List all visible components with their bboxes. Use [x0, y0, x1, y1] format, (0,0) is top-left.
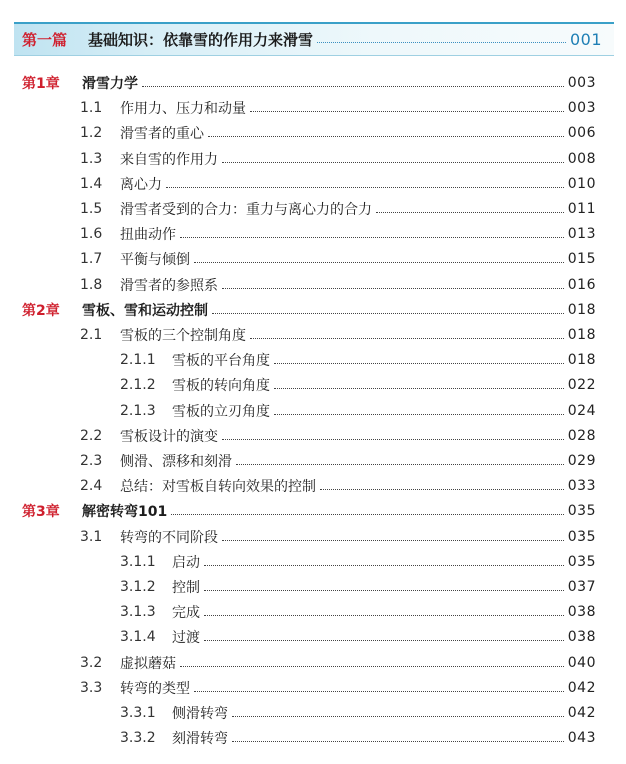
dot-leader: [204, 565, 564, 566]
entry-title: 虚拟蘑菇: [120, 656, 176, 672]
toc-entry-section[interactable]: [22, 248, 596, 270]
entry-title: 作用力、压力和动量: [120, 101, 246, 117]
entry-title: 雪板的三个控制角度: [120, 328, 246, 344]
entry-title: 离心力: [120, 177, 162, 193]
entry-title: 雪板的立刃角度: [172, 404, 270, 420]
entry-title: 控制: [172, 580, 200, 596]
entry-number: 2.2: [80, 428, 103, 444]
entry-title: 平衡与倾倒: [120, 252, 190, 268]
entry-number: 1.1: [80, 100, 103, 116]
dot-leader: [204, 590, 564, 591]
dot-leader: [204, 640, 564, 641]
dot-leader: [204, 615, 564, 616]
toc-entry-section[interactable]: [22, 97, 596, 119]
page-number: 018: [567, 302, 596, 318]
dot-leader: [274, 363, 564, 364]
entry-title: 侧滑、漂移和刻滑: [120, 454, 232, 470]
toc-entry-subsection[interactable]: [22, 551, 596, 573]
page-number: 015: [567, 251, 596, 267]
entry-title: 雪板设计的演变: [120, 429, 218, 445]
part-heading[interactable]: [22, 27, 602, 51]
dot-leader: [250, 111, 564, 112]
entry-number: 3.3.1: [120, 705, 156, 721]
dot-leader: [142, 86, 564, 87]
toc-entry-subsection[interactable]: [22, 601, 596, 623]
entry-number: 3.1.1: [120, 554, 156, 570]
dot-leader: [236, 464, 564, 465]
dot-leader: [180, 237, 564, 238]
page-number: 029: [567, 453, 596, 469]
page-number: 003: [567, 100, 596, 116]
page-number: 035: [567, 503, 596, 519]
chapter-label: 第2章: [22, 303, 60, 319]
page-number: 035: [567, 529, 596, 545]
dot-leader: [274, 414, 564, 415]
toc-entry-chapter[interactable]: [22, 500, 596, 522]
toc-entry-chapter[interactable]: [22, 299, 596, 321]
entry-number: 2.4: [80, 478, 103, 494]
entry-title: 启动: [172, 555, 200, 571]
dot-leader: [208, 136, 564, 137]
entry-number: 3.1: [80, 529, 103, 545]
chapter-title: 解密转弯101: [82, 504, 168, 520]
page-number: 024: [567, 403, 596, 419]
page-number: 008: [567, 151, 596, 167]
toc-entry-section[interactable]: [22, 148, 596, 170]
toc-entry-subsection[interactable]: [22, 374, 596, 396]
chapter-title: 雪板、雪和运动控制: [82, 303, 208, 319]
toc-entry-section[interactable]: [22, 677, 596, 699]
entry-title: 过渡: [172, 630, 200, 646]
toc-entry-subsection[interactable]: [22, 349, 596, 371]
entry-title: 滑雪者的参照系: [120, 278, 218, 294]
toc-entry-section[interactable]: [22, 324, 596, 346]
dot-leader: [232, 741, 564, 742]
toc-entry-section[interactable]: [22, 122, 596, 144]
entry-title: 转弯的类型: [120, 681, 190, 697]
entry-number: 2.1.2: [120, 377, 156, 393]
entry-number: 2.1.1: [120, 352, 156, 368]
chapter-label: 第1章: [22, 76, 60, 92]
page-number: 003: [567, 75, 596, 91]
dot-leader: [222, 162, 564, 163]
page-number: 022: [567, 377, 596, 393]
page-number: 013: [567, 226, 596, 242]
entry-number: 1.8: [80, 277, 103, 293]
entry-number: 1.4: [80, 176, 103, 192]
entry-title: 侧滑转弯: [172, 706, 228, 722]
toc-entry-subsection[interactable]: [22, 626, 596, 648]
entry-number: 1.2: [80, 125, 103, 141]
page-number: 040: [567, 655, 596, 671]
entry-title: 雪板的转向角度: [172, 378, 270, 394]
page-number: 038: [567, 629, 596, 645]
toc-entry-subsection[interactable]: [22, 702, 596, 724]
page-number: 042: [567, 705, 596, 721]
entry-number: 1.3: [80, 151, 103, 167]
page-number: 010: [567, 176, 596, 192]
part-banner-bottom-rule: [14, 55, 614, 56]
toc-entry-section[interactable]: [22, 223, 596, 245]
dot-leader: [376, 212, 564, 213]
toc-entry-section[interactable]: [22, 450, 596, 472]
toc-entry-section[interactable]: [22, 425, 596, 447]
entry-number: 3.2: [80, 655, 103, 671]
part-banner-top-rule: [14, 22, 614, 24]
toc-entry-chapter[interactable]: [22, 72, 596, 94]
dot-leader: [222, 288, 564, 289]
page-number: 028: [567, 428, 596, 444]
page-number: 018: [567, 327, 596, 343]
page-number: 043: [567, 730, 596, 746]
dot-leader: [194, 691, 564, 692]
page-number: 011: [567, 201, 596, 217]
entry-number: 2.1: [80, 327, 103, 343]
toc-entry-subsection[interactable]: [22, 400, 596, 422]
entry-number: 1.6: [80, 226, 103, 242]
entry-title: 滑雪者的重心: [120, 126, 204, 142]
page-number: 033: [567, 478, 596, 494]
entry-title: 转弯的不同阶段: [120, 530, 218, 546]
dot-leader: [274, 388, 564, 389]
toc-entry-section[interactable]: [22, 274, 596, 296]
entry-number: 1.7: [80, 251, 103, 267]
entry-number: 1.5: [80, 201, 103, 217]
part-label: 第一篇: [22, 30, 68, 49]
entry-title: 滑雪者受到的合力：重力与离心力的合力: [120, 202, 372, 218]
entry-title: 完成: [172, 605, 200, 621]
toc-entry-section[interactable]: [22, 475, 596, 497]
page-number: 006: [567, 125, 596, 141]
entry-title: 雪板的平台角度: [172, 353, 270, 369]
entry-title: 扭曲动作: [120, 227, 176, 243]
dot-leader: [171, 514, 564, 515]
entry-number: 3.1.3: [120, 604, 156, 620]
entry-title: 刻滑转弯: [172, 731, 228, 747]
toc-entry-section[interactable]: [22, 526, 596, 548]
page-number: 035: [567, 554, 596, 570]
page-number: 037: [567, 579, 596, 595]
dot-leader: [317, 42, 566, 43]
entry-number: 3.1.2: [120, 579, 156, 595]
dot-leader: [222, 540, 564, 541]
entry-title: 总结：对雪板自转向效果的控制: [120, 479, 316, 495]
dot-leader: [232, 716, 564, 717]
toc-entry-section[interactable]: [22, 198, 596, 220]
chapter-title: 滑雪力学: [82, 76, 138, 92]
entry-number: 3.1.4: [120, 629, 156, 645]
dot-leader: [212, 313, 564, 314]
page-number: 016: [567, 277, 596, 293]
chapter-label: 第3章: [22, 504, 60, 520]
page-number: 042: [567, 680, 596, 696]
dot-leader: [194, 262, 564, 263]
dot-leader: [166, 187, 564, 188]
entry-number: 3.3.2: [120, 730, 156, 746]
toc-entry-subsection[interactable]: [22, 576, 596, 598]
entry-number: 3.3: [80, 680, 103, 696]
entry-number: 2.1.3: [120, 403, 156, 419]
dot-leader: [320, 489, 564, 490]
page-number: 018: [567, 352, 596, 368]
dot-leader: [250, 338, 564, 339]
entry-number: 2.3: [80, 453, 103, 469]
toc-entry-section[interactable]: [22, 173, 596, 195]
toc-entry-section[interactable]: [22, 652, 596, 674]
part-page-number: 001: [569, 29, 602, 49]
part-title: 基础知识：依靠雪的作用力来滑雪: [88, 30, 314, 49]
page-number: 038: [567, 604, 596, 620]
entry-title: 来自雪的作用力: [120, 152, 218, 168]
dot-leader: [180, 666, 564, 667]
toc-entry-subsection[interactable]: [22, 727, 596, 749]
dot-leader: [222, 439, 564, 440]
